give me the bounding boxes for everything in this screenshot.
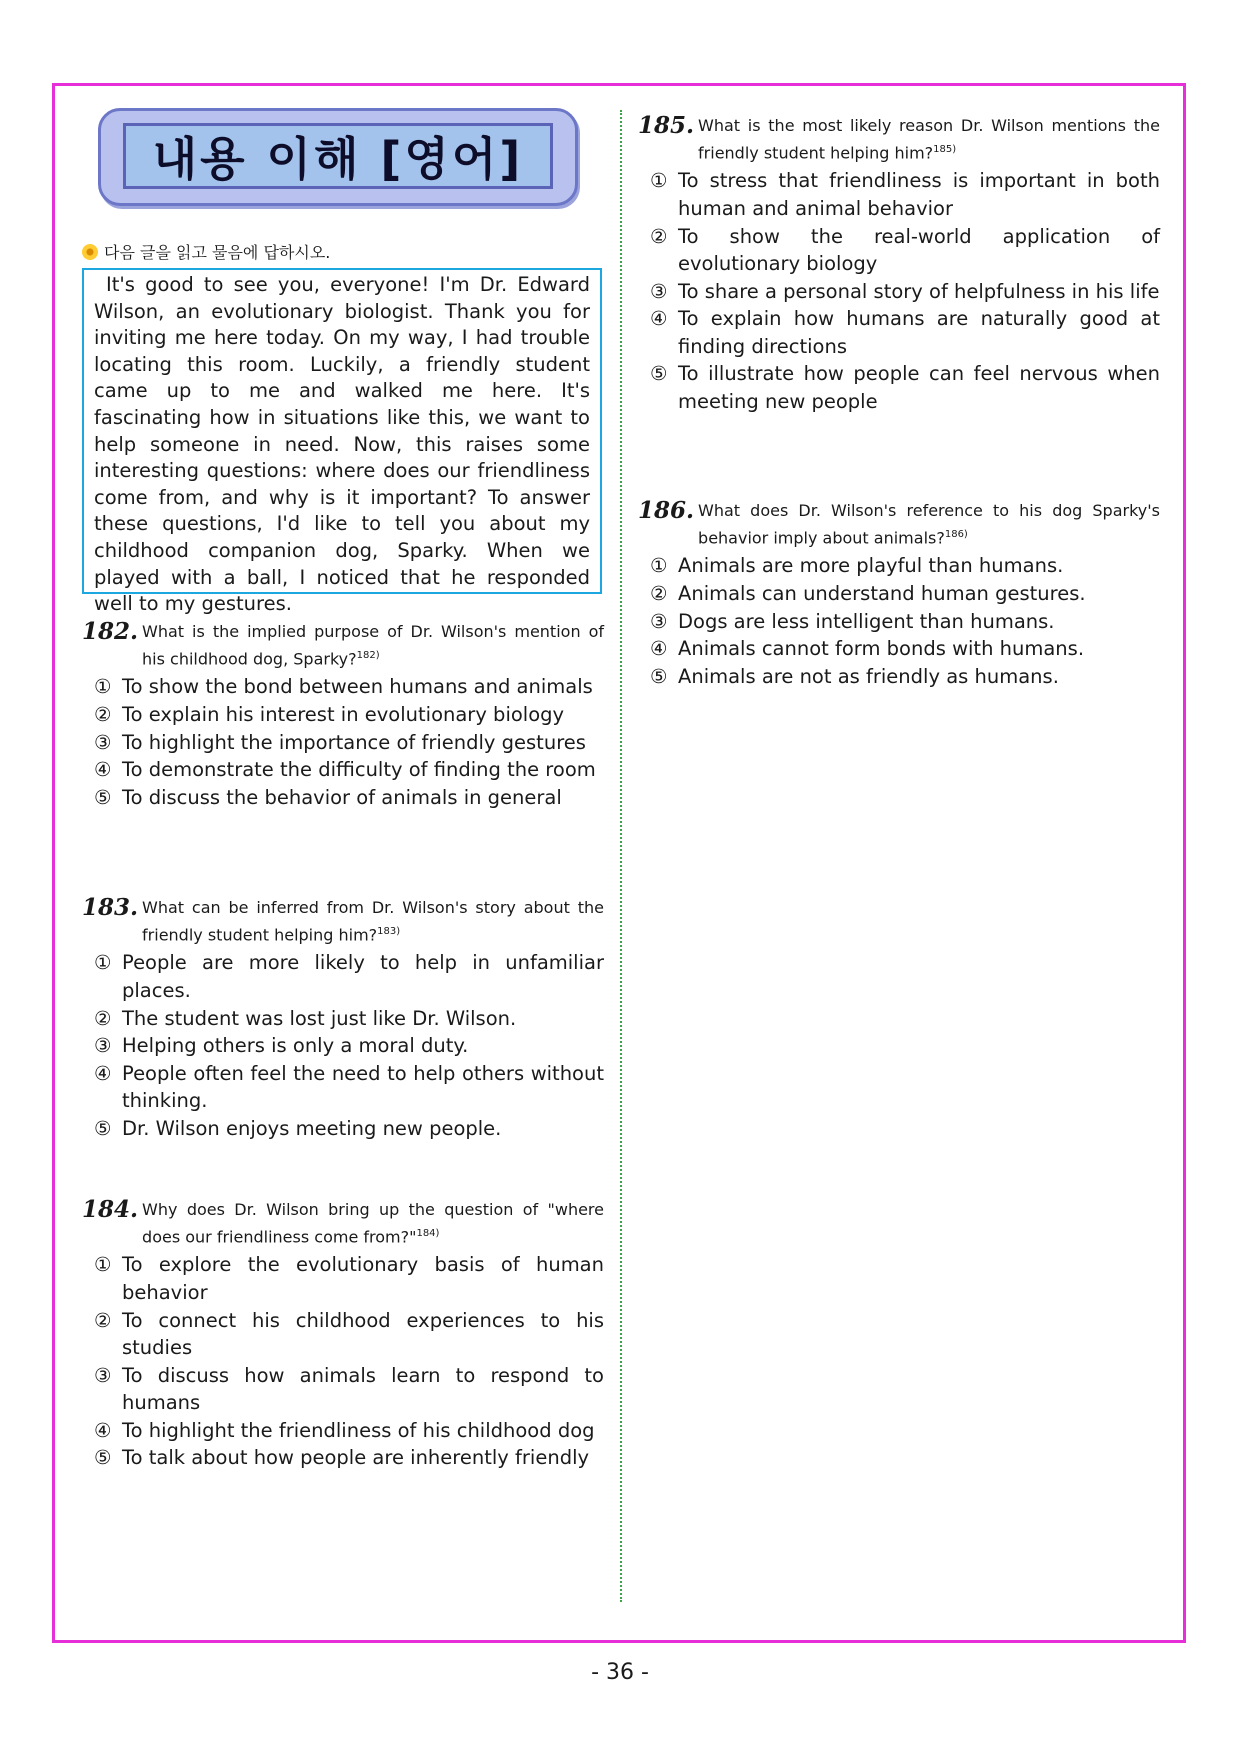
- answer-options: [82, 673, 604, 811]
- option-marker: ③: [94, 730, 112, 754]
- answer-option[interactable]: [638, 360, 1160, 415]
- answer-option[interactable]: [638, 580, 1160, 608]
- question-stem-text: Why does Dr. Wilson bring up the question of "where does our friendliness come from?": [142, 1200, 604, 1247]
- question-number: 184.: [82, 1196, 139, 1223]
- question-stem-text: What is the implied purpose of Dr. Wilson's mention of his childhood dog, Sparky?: [142, 622, 604, 669]
- option-text: To show the real-world application of evolutionary biology: [678, 224, 1160, 276]
- option-text: Dogs are less intelligent than humans.: [678, 609, 1055, 633]
- footnote-ref: 185): [933, 144, 957, 155]
- answer-option[interactable]: [638, 552, 1160, 580]
- option-marker: ⑤: [650, 362, 668, 386]
- option-text: To highlight the friendliness of his childhood dog: [122, 1418, 595, 1442]
- option-marker: ①: [650, 554, 668, 578]
- section-title: 내용 이해 [영어]: [152, 132, 524, 186]
- question-184: [82, 1198, 604, 1472]
- option-text: To talk about how people are inherently friendly: [122, 1446, 590, 1470]
- answer-option[interactable]: [82, 1307, 604, 1362]
- answer-option[interactable]: [82, 784, 604, 812]
- question-stem-text: What can be inferred from Dr. Wilson's story about the friendly student helping him?: [142, 898, 604, 945]
- question-182: [82, 620, 604, 811]
- reading-passage: It's good to see you, everyone! I'm Dr. Edward Wilson, an evolutionary biologist. Thank you for inviting me here today. On my way, I had trouble locating this room. Luckily, a friendly student came up to me and walked me here. It's fascinating how in situations like this, we want to help someone in need. Now, this raises some interesting questions: where does our friendliness come from, and why is it important? To answer these questions, I'd like to tell you about my childhood companion dog, Sparky. When we played with a ball, I noticed that he responded well to my gestures.: [82, 268, 602, 594]
- option-text: Helping others is only a moral duty.: [122, 1034, 469, 1058]
- column-divider: [620, 110, 622, 1602]
- option-marker: ③: [650, 279, 668, 303]
- answer-option[interactable]: [638, 608, 1160, 636]
- flower-icon: [82, 244, 98, 260]
- answer-options: [82, 1251, 604, 1472]
- option-text: To share a personal story of helpfulness in his life: [678, 279, 1160, 303]
- question-stem-text: What does Dr. Wilson's reference to his dog Sparky's behavior imply about animals?: [698, 501, 1160, 548]
- question-stem: [698, 114, 1160, 165]
- answer-option[interactable]: [638, 305, 1160, 360]
- option-marker: ③: [650, 609, 668, 633]
- answer-option[interactable]: [82, 1060, 604, 1115]
- question-header: [638, 499, 1160, 550]
- option-text: To explore the evolutionary basis of human behavior: [122, 1253, 604, 1304]
- option-text: To stress that friendliness is important in both human and animal behavior: [678, 169, 1160, 220]
- answer-options: [82, 949, 604, 1142]
- question-header: [82, 1198, 604, 1249]
- question-stem: [142, 1198, 604, 1249]
- option-marker: ①: [94, 951, 112, 975]
- answer-option[interactable]: [82, 756, 604, 784]
- question-186: [638, 499, 1160, 690]
- option-text: To discuss how animals learn to respond to humans: [122, 1363, 604, 1415]
- option-marker: ②: [650, 224, 668, 248]
- option-marker: ④: [94, 1418, 112, 1442]
- answer-option[interactable]: [82, 729, 604, 757]
- answer-option[interactable]: [638, 167, 1160, 222]
- option-text: Animals cannot form bonds with humans.: [678, 637, 1085, 661]
- option-marker: ⑤: [650, 664, 668, 688]
- section-title-box: [98, 108, 578, 206]
- option-text: To explain his interest in evolutionary biology: [122, 702, 565, 726]
- option-marker: ②: [94, 1006, 112, 1030]
- option-text: To explain how humans are naturally good at finding directions: [678, 307, 1160, 358]
- footnote-ref: 186): [944, 529, 968, 540]
- answer-option[interactable]: [82, 1005, 604, 1033]
- question-number: 183.: [82, 894, 139, 921]
- answer-option[interactable]: [82, 1032, 604, 1060]
- option-marker: ④: [94, 758, 112, 782]
- option-marker: ⑤: [94, 1116, 112, 1140]
- answer-option[interactable]: [82, 949, 604, 1004]
- section-title-inner: [123, 123, 553, 189]
- question-header: [82, 620, 604, 671]
- option-text: To highlight the importance of friendly gestures: [122, 730, 586, 754]
- option-marker: ①: [94, 1253, 112, 1277]
- option-text: To demonstrate the difficulty of finding the room: [122, 758, 596, 782]
- option-text: People are more likely to help in unfamiliar places.: [122, 951, 604, 1002]
- option-marker: ④: [650, 307, 668, 331]
- footnote-ref: 184): [416, 1228, 440, 1239]
- footnote-ref: 182): [356, 650, 380, 661]
- question-number: 182.: [82, 618, 139, 645]
- option-text: Animals can understand human gestures.: [678, 581, 1086, 605]
- option-marker: ③: [94, 1363, 112, 1387]
- option-marker: ③: [94, 1034, 112, 1058]
- answer-option[interactable]: [638, 278, 1160, 306]
- question-header: [82, 896, 604, 947]
- answer-option[interactable]: [82, 673, 604, 701]
- answer-option[interactable]: [82, 1417, 604, 1445]
- question-stem: [142, 620, 604, 671]
- answer-option[interactable]: [638, 223, 1160, 278]
- answer-option[interactable]: [82, 701, 604, 729]
- option-marker: ⑤: [94, 785, 112, 809]
- option-text: To show the bond between humans and animals: [122, 675, 593, 699]
- question-185: [638, 114, 1160, 416]
- instruction-text: 다음 글을 읽고 물음에 답하시오.: [104, 243, 331, 262]
- instruction: [82, 240, 330, 263]
- footnote-ref: 183): [377, 926, 401, 937]
- answer-option[interactable]: [82, 1115, 604, 1143]
- option-marker: ②: [94, 702, 112, 726]
- option-text: Animals are more playful than humans.: [678, 554, 1064, 578]
- question-number: 185.: [638, 112, 695, 139]
- option-marker: ⑤: [94, 1446, 112, 1470]
- question-stem-text: What is the most likely reason Dr. Wilson mentions the friendly student helping him?: [698, 116, 1160, 163]
- option-text: Dr. Wilson enjoys meeting new people.: [122, 1116, 502, 1140]
- question-183: [82, 896, 604, 1142]
- option-text: To discuss the behavior of animals in general: [122, 785, 562, 809]
- answer-options: [638, 552, 1160, 690]
- question-stem: [142, 896, 604, 947]
- option-marker: ②: [94, 1308, 112, 1332]
- option-marker: ①: [650, 169, 668, 193]
- option-text: The student was lost just like Dr. Wilson.: [122, 1006, 517, 1030]
- question-stem: [698, 499, 1160, 550]
- option-text: To connect his childhood experiences to his studies: [122, 1308, 604, 1360]
- page-number: - 36 -: [591, 1660, 649, 1685]
- answer-option[interactable]: [82, 1362, 604, 1417]
- option-marker: ②: [650, 581, 668, 605]
- question-number: 186.: [638, 497, 695, 524]
- question-header: [638, 114, 1160, 165]
- option-text: To illustrate how people can feel nervous when meeting new people: [678, 362, 1160, 414]
- option-marker: ④: [94, 1061, 112, 1085]
- answer-option[interactable]: [82, 1444, 604, 1472]
- answer-option[interactable]: [82, 1251, 604, 1306]
- answer-options: [638, 167, 1160, 415]
- answer-option[interactable]: [638, 663, 1160, 691]
- option-text: People often feel the need to help others without thinking.: [122, 1061, 604, 1113]
- answer-option[interactable]: [638, 635, 1160, 663]
- option-text: Animals are not as friendly as humans.: [678, 664, 1059, 688]
- option-marker: ④: [650, 637, 668, 661]
- option-marker: ①: [94, 675, 112, 699]
